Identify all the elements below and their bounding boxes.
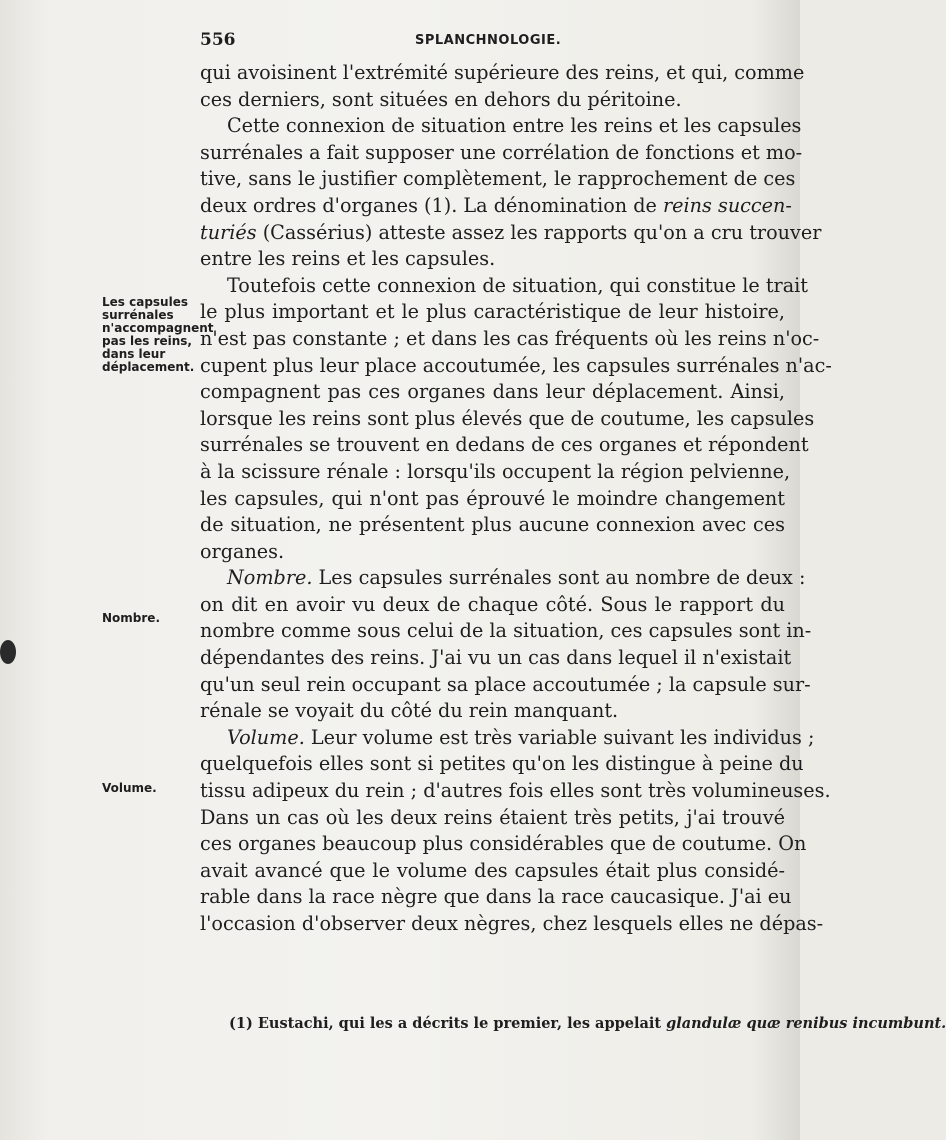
text-line: le plus important et le plus caractéristique de leur histoire, (200, 300, 785, 324)
margin-note-nombre: Nombre. (102, 611, 160, 625)
text-line: Cette connexion de situation entre les reins et les capsules (227, 114, 802, 138)
text-line (200, 193, 792, 220)
margin-note-deplacement: Les capsules surrénales n'accompagnent pas les reins, dans leur déplacement. (102, 295, 214, 374)
page-edge-mark (0, 640, 16, 664)
text-line: rable dans la race nègre que dans la race caucasique. J'ai eu (200, 885, 792, 909)
text-span: Leur volume est très variable suivant les individus ; (304, 725, 815, 749)
text-line: entre les reins et les capsules. (200, 247, 496, 271)
text-line: nombre comme sous celui de la situation, ces capsules sont in- (200, 619, 812, 643)
text-line (200, 725, 815, 752)
footnote-text: (1) Eustachi, qui les a décrits le premier, les appelait (229, 1015, 662, 1032)
page-header (200, 30, 780, 54)
margin-note-volume: Volume. (102, 781, 157, 795)
italic-span: Volume. (227, 725, 305, 749)
body-text (200, 60, 832, 938)
text-line: surrénales se trouvent en dedans de ces organes et répondent (200, 433, 809, 457)
text-span: deux ordres d'organes (1). La dénomination de (200, 193, 657, 217)
text-line (200, 220, 822, 247)
footnote-italic: glandulæ quæ renibus incumbunt. (666, 1015, 946, 1032)
footnote-line (204, 1014, 946, 1034)
text-line: avait avancé que le volume des capsules était plus considé- (200, 858, 785, 882)
text-line: cupent plus leur place accoutumée, les capsules surrénales n'ac- (200, 353, 832, 377)
text-line: ces organes beaucoup plus considérables que de coutume. On (200, 832, 807, 856)
text-line: quelquefois elles sont si petites qu'on les distingue à peine du (200, 752, 804, 776)
text-span: Les capsules surrénales sont au nombre de deux : (312, 566, 806, 590)
italic-span: reins succen- (663, 193, 792, 217)
text-line: tissu adipeux du rein ; d'autres fois elles sont très volumineuses. (200, 779, 831, 803)
running-title: SPLANCHNOLOGIE. (415, 33, 562, 48)
text-line: qui avoisinent l'extrémité supérieure des reins, et qui, comme (200, 61, 805, 84)
text-line: qu'un seul rein occupant sa place accoutumée ; la capsule sur- (200, 672, 811, 696)
text-line: dépendantes des reins. J'ai vu un cas dans lequel il n'existait (200, 646, 792, 670)
text-line: à la scissure rénale : lorsqu'ils occupent la région pelvienne, (200, 459, 791, 483)
text-line: l'occasion d'observer deux nègres, chez lesquels elles ne dépas- (200, 912, 824, 935)
text-line: Toutefois cette connexion de situation, qui constitue le trait (227, 273, 809, 297)
text-line: les capsules, qui n'ont pas éprouvé le moindre changement (200, 486, 785, 510)
page-number: 556 (200, 30, 236, 50)
text-line: organes. (200, 539, 285, 563)
text-line: n'est pas constante ; et dans les cas fréquents où les reins n'oc- (200, 326, 820, 350)
text-line: Dans un cas où les deux reins étaient très petits, j'ai trouvé (200, 805, 785, 829)
text-line: on dit en avoir vu deux de chaque côté. Sous le rapport du (200, 592, 785, 616)
text-line: tive, sans le justifier complètement, le rapprochement de ces (200, 167, 796, 191)
text-line: de situation, ne présentent plus aucune connexion avec ces (200, 513, 785, 537)
text-line: compagnent pas ces organes dans leur déplacement. Ainsi, (200, 380, 785, 404)
text-line: rénale se voyait du côté du rein manquant. (200, 699, 619, 723)
italic-span: turiés (200, 220, 257, 244)
text-line: lorsque les reins sont plus élevés que de coutume, les capsules (200, 406, 815, 430)
text-line: surrénales a fait supposer une corrélation de fonctions et mo- (200, 140, 803, 164)
footnote (204, 1014, 946, 1034)
italic-span: Nombre. (227, 566, 313, 590)
text-span: (Cassérius) atteste assez les rapports qu'on a cru trouver (256, 220, 822, 244)
text-line: ces derniers, sont situées en dehors du péritoine. (200, 87, 682, 111)
text-line (200, 565, 806, 592)
